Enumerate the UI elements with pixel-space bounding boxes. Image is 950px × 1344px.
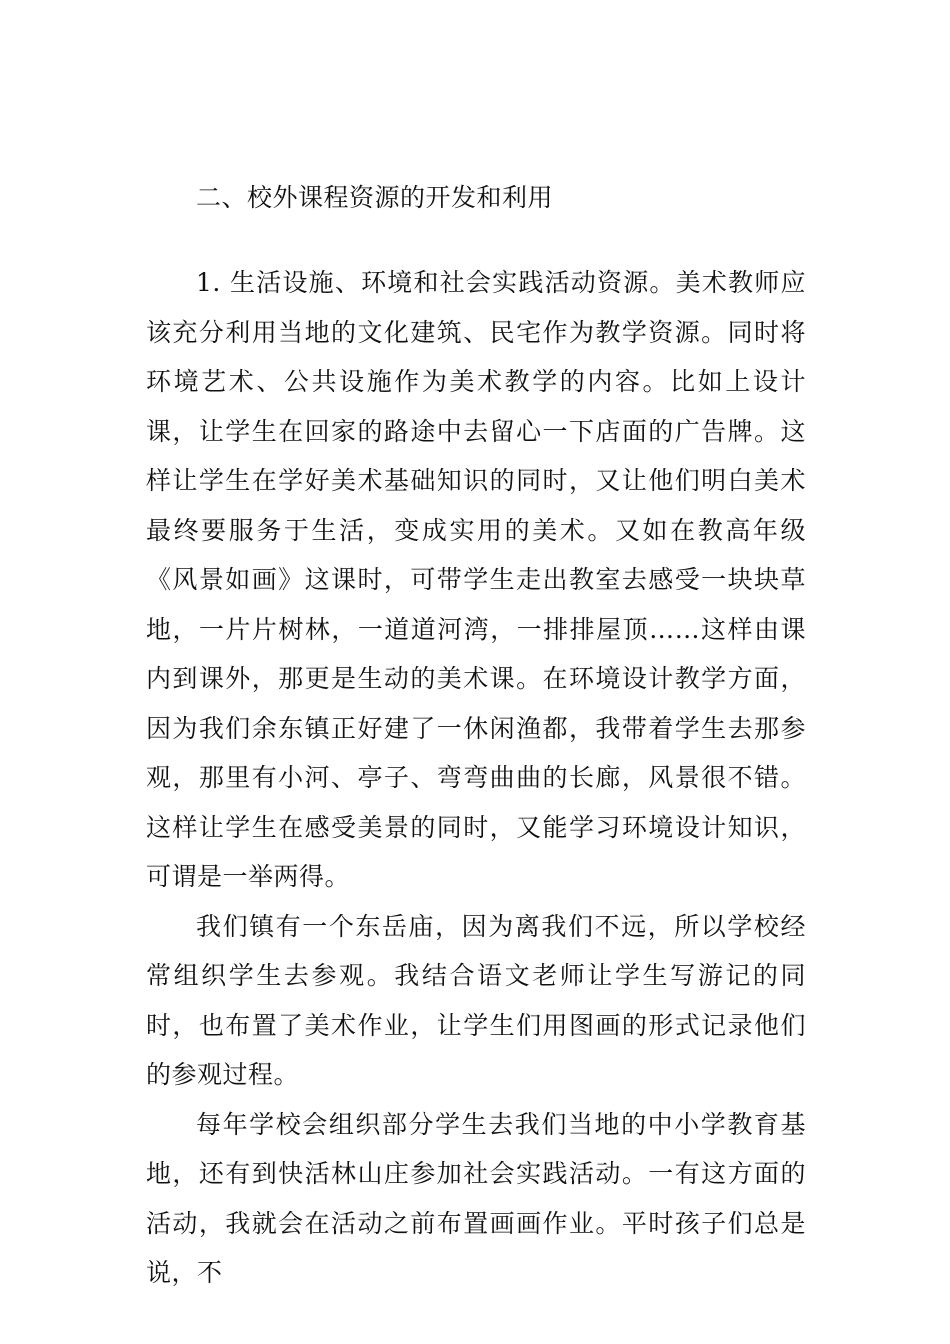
paragraph-2: 我们镇有一个东岳庙，因为离我们不远，所以学校经常组织学生去参观。我结合语文老师让学生写游记的同时，也布置了美术作业，让学生们用图画的形式记录他们的参观过程。 [146,911,806,1089]
section-heading: 二、校外课程资源的开发和利用 [196,183,554,212]
paragraph-3: 每年学校会组织部分学生去我们当地的中小学教育基地，还有到快活林山庄参加社会实践活动。一有这方面的活动，我就会在活动之前布置画画作业。平时孩子们总是说，不 [146,1109,806,1287]
document-body [146,258,806,1298]
paragraph-1: 1. 生活设施、环境和社会实践活动资源。美术教师应该充分利用当地的文化建筑、民宅作为教学资源。同时将环境艺术、公共设施作为美术教学的内容。比如上设计课，让学生在回家的路途中去留心一下店面的广告牌。这样让学生在学好美术基础知识的同时，又让他们明白美术最终要服务于生活，变成实用的美术。又如在教高年级《风景如画》这课时，可带学生走出教室去感受一块块草地，一片片树林，一道道河湾，一排排屋顶……这样由课内到课外，那更是生动的美术课。在环境设计教学方面，因为我们余东镇正好建了一休闲渔都，我带着学生去那参观，那里有小河、亭子、弯弯曲曲的长廊，风景很不错。这样让学生在感受美景的同时，又能学习环境设计知识，可谓是一举两得。 [146,268,806,891]
